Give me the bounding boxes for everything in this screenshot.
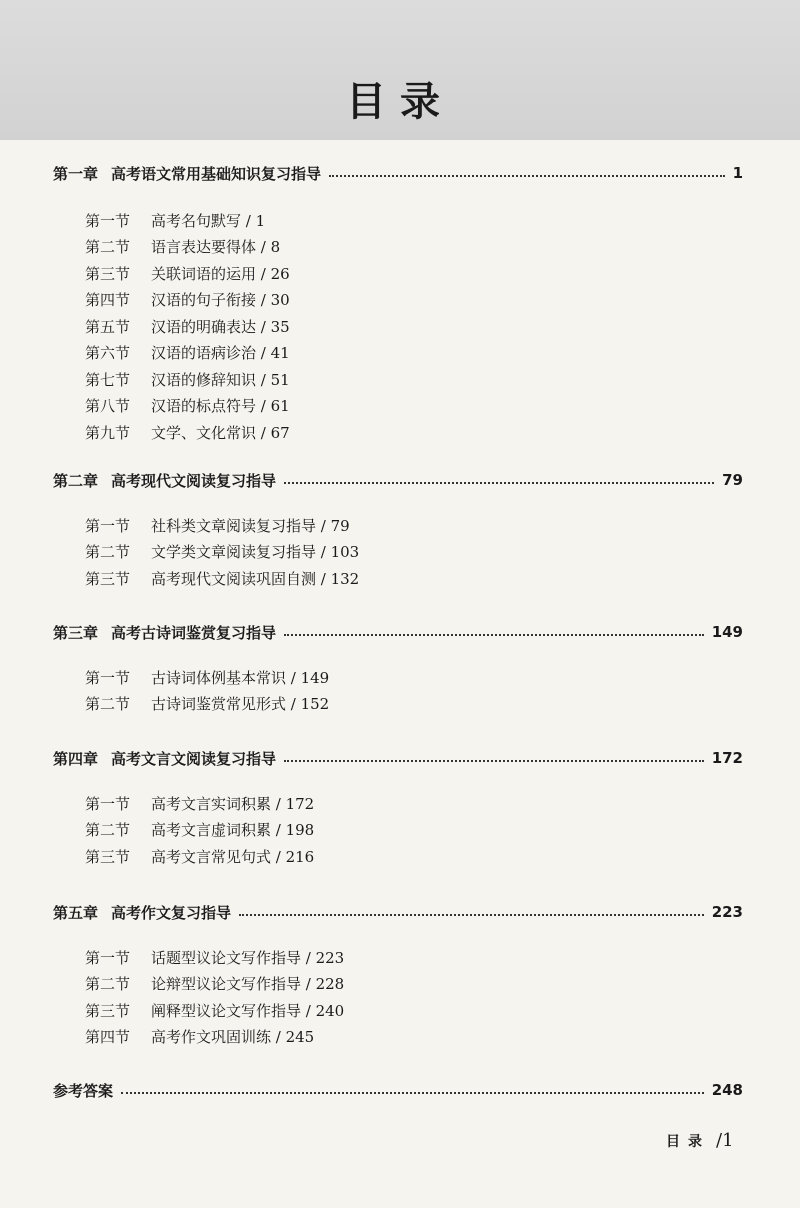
section-entry[interactable]: [85, 845, 314, 867]
page-title: 目录: [346, 79, 454, 125]
page-footer: [666, 1130, 734, 1151]
chapter-entry[interactable]: [53, 619, 743, 645]
chapter-title: 高考作文复习指导: [111, 903, 232, 922]
chapter-entry[interactable]: [53, 745, 743, 771]
section-number: 第一节: [85, 516, 131, 535]
chapter-page-number: 149: [711, 623, 743, 641]
section-number: 第一节: [85, 948, 131, 967]
dot-leader: [239, 914, 704, 916]
section-number: 第八节: [85, 397, 131, 415]
chapter-title: 高考现代文阅读复习指导: [111, 471, 277, 490]
section-entry[interactable]: [85, 368, 290, 390]
chapter-entry[interactable]: [53, 467, 743, 493]
section-title: 汉语的明确表达 / 35: [151, 317, 290, 336]
section-number: 第四节: [85, 291, 131, 309]
section-title: 汉语的标点符号 / 61: [151, 397, 290, 415]
dot-leader: [329, 175, 725, 177]
section-title: 论辩型议论文写作指导 / 228: [151, 975, 345, 993]
section-title: 高考文言常见句式 / 216: [151, 847, 315, 866]
section-title: 高考文言虚词积累 / 198: [151, 821, 315, 839]
section-number: 第六节: [85, 344, 131, 362]
section-title: 高考现代文阅读巩固自测 / 132: [151, 569, 360, 588]
section-number: 第二节: [85, 975, 131, 993]
section-number: 第二节: [85, 238, 131, 256]
section-number: 第四节: [85, 1028, 131, 1046]
section-number: 第二节: [85, 821, 131, 839]
section-title: 汉语的修辞知识 / 51: [151, 370, 290, 389]
chapter-page-number: 1: [732, 164, 743, 182]
section-number: 第三节: [85, 1001, 131, 1020]
chapter-title: 参考答案: [53, 1081, 114, 1100]
chapter-title: 高考文言文阅读复习指导: [111, 749, 277, 768]
chapter-page-number: 248: [711, 1081, 743, 1099]
section-number: 第一节: [85, 668, 131, 687]
chapter-number: 第四章: [53, 749, 99, 768]
chapter-entry[interactable]: [53, 899, 743, 925]
footer-page-number: /1: [716, 1130, 734, 1151]
section-number: 第九节: [85, 423, 131, 442]
section-entry[interactable]: [85, 946, 344, 968]
chapter-number: 第五章: [53, 903, 99, 922]
dot-leader: [284, 482, 714, 484]
section-entry[interactable]: [85, 209, 265, 231]
chapter-title: 高考古诗词鉴赏复习指导: [111, 623, 277, 642]
section-entry[interactable]: [85, 541, 359, 563]
section-entry[interactable]: [85, 262, 290, 284]
section-title: 阐释型议论文写作指导 / 240: [151, 1001, 345, 1020]
section-number: 第一节: [85, 794, 131, 813]
dot-leader: [121, 1092, 704, 1094]
section-number: 第一节: [85, 211, 131, 230]
section-title: 高考文言实词积累 / 172: [151, 794, 315, 813]
section-title: 古诗词鉴赏常见形式 / 152: [151, 695, 330, 713]
footer-label: 目录: [666, 1133, 710, 1150]
section-entry[interactable]: [85, 567, 359, 589]
section-title: 汉语的句子衔接 / 30: [151, 291, 290, 309]
section-entry[interactable]: [85, 1026, 314, 1048]
dot-leader: [284, 760, 704, 762]
section-entry[interactable]: [85, 236, 280, 258]
chapter-number: 第一章: [53, 164, 99, 183]
section-entry[interactable]: [85, 514, 350, 536]
section-entry[interactable]: [85, 315, 290, 337]
section-entry[interactable]: [85, 666, 329, 688]
section-entry[interactable]: [85, 973, 344, 995]
section-title: 古诗词体例基本常识 / 149: [151, 668, 330, 687]
section-number: 第二节: [85, 695, 131, 713]
section-number: 第七节: [85, 370, 131, 389]
chapter-title: 高考语文常用基础知识复习指导: [111, 164, 322, 183]
section-title: 高考作文巩固训练 / 245: [151, 1028, 315, 1046]
section-entry[interactable]: [85, 342, 290, 364]
section-entry[interactable]: [85, 819, 314, 841]
section-number: 第五节: [85, 317, 131, 336]
section-number: 第三节: [85, 264, 131, 283]
chapter-page-number: 79: [722, 471, 743, 489]
section-title: 话题型议论文写作指导 / 223: [151, 948, 345, 967]
section-number: 第三节: [85, 569, 131, 588]
section-title: 汉语的语病诊治 / 41: [151, 344, 290, 362]
chapter-page-number: 223: [711, 903, 743, 921]
chapter-entry[interactable]: [53, 160, 743, 186]
section-entry[interactable]: [85, 999, 344, 1021]
section-entry[interactable]: [85, 693, 329, 715]
section-entry[interactable]: [85, 289, 290, 311]
section-title: 语言表达要得体 / 8: [151, 238, 281, 256]
chapter-number: 第二章: [53, 471, 99, 490]
section-number: 第三节: [85, 847, 131, 866]
section-entry[interactable]: [85, 421, 290, 443]
section-title: 高考名句默写 / 1: [151, 211, 266, 230]
section-title: 社科类文章阅读复习指导 / 79: [151, 516, 350, 535]
section-title: 关联词语的运用 / 26: [151, 264, 290, 283]
section-title: 文学、文化常识 / 67: [151, 423, 290, 442]
chapter-page-number: 172: [711, 749, 743, 767]
dot-leader: [284, 634, 704, 636]
section-entry[interactable]: [85, 395, 290, 417]
chapter-entry[interactable]: [53, 1077, 743, 1103]
section-entry[interactable]: [85, 792, 314, 814]
chapter-number: 第三章: [53, 623, 99, 642]
section-number: 第二节: [85, 543, 131, 561]
section-title: 文学类文章阅读复习指导 / 103: [151, 543, 360, 561]
